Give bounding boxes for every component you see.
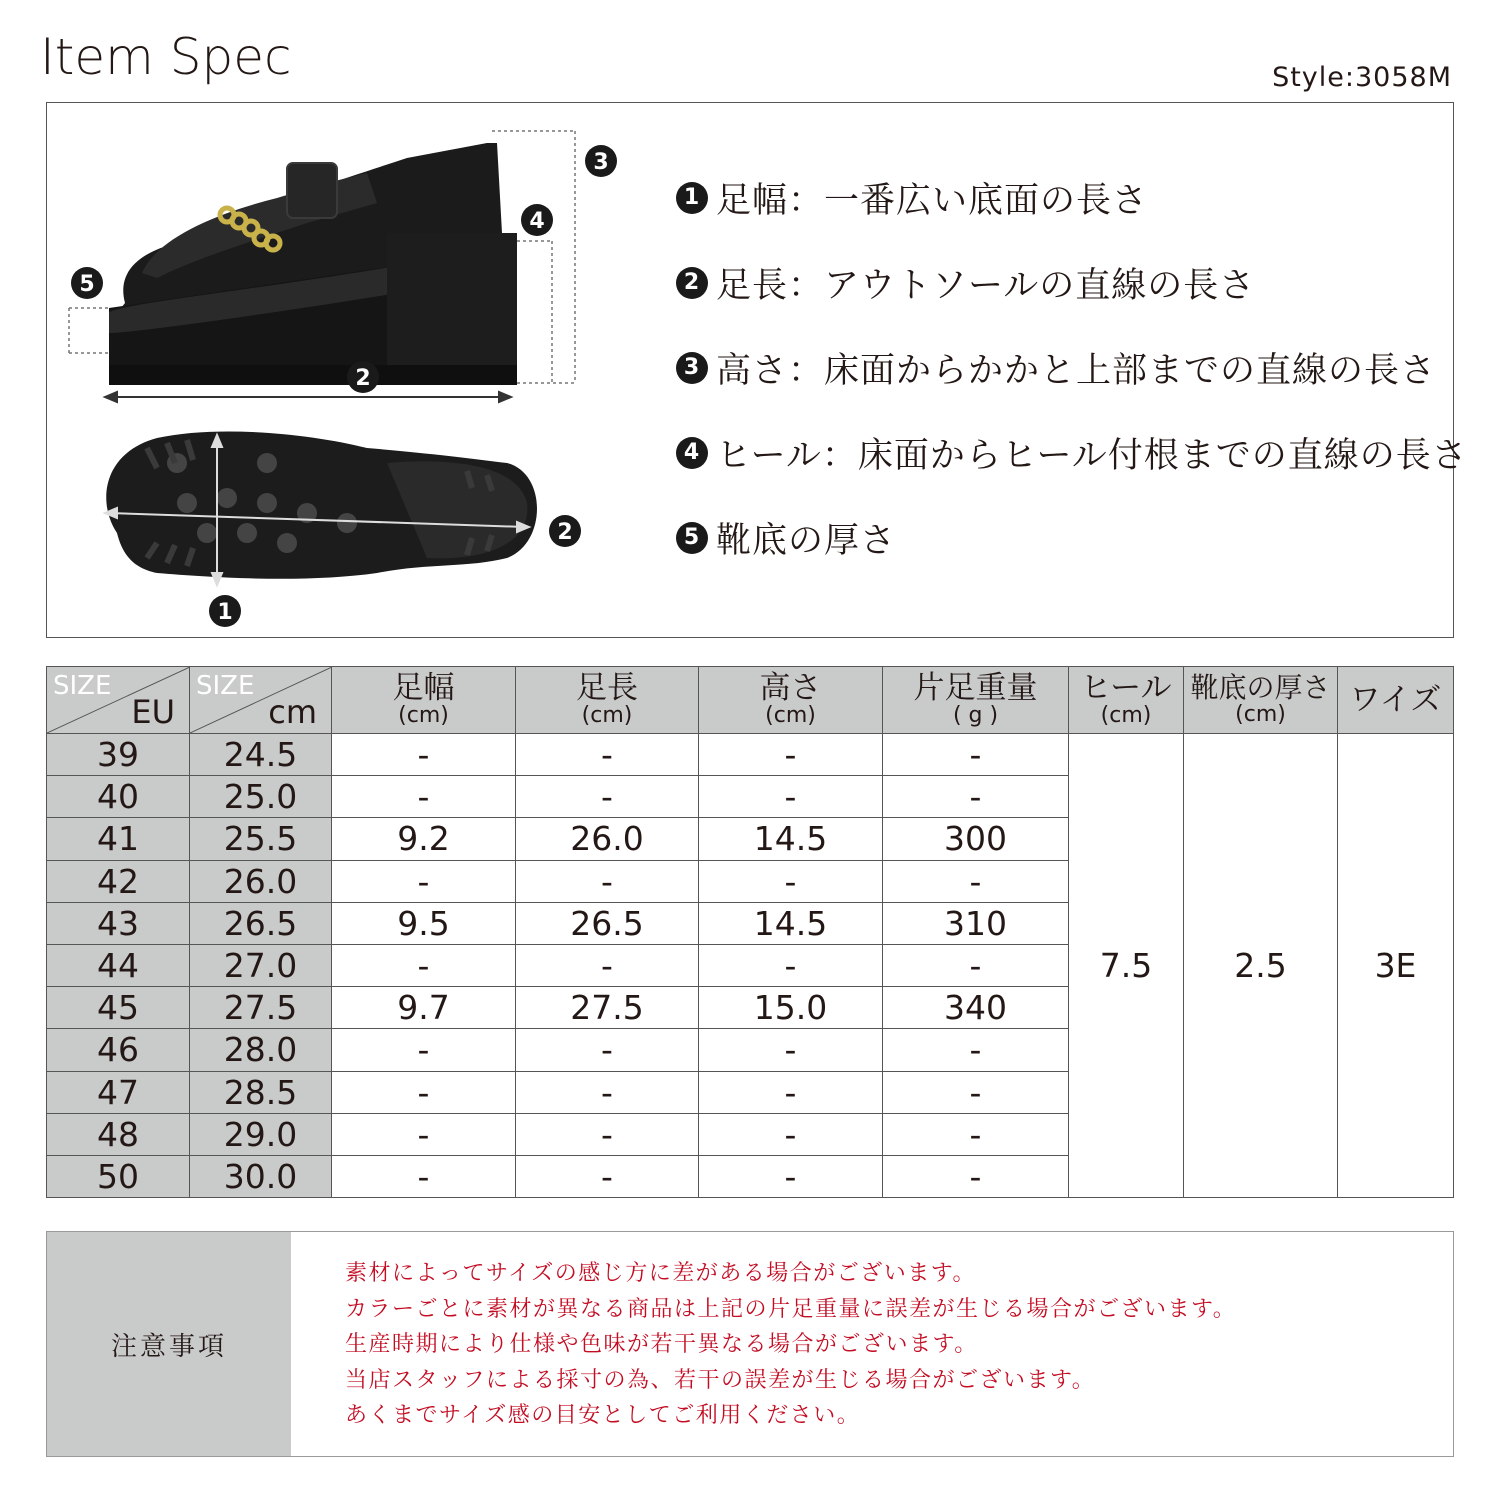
size-cm-cell: 28.5 [190, 1071, 332, 1113]
weight-cell: - [883, 1113, 1069, 1155]
height-cell: - [699, 1113, 883, 1155]
marker-3 [585, 145, 617, 177]
size-eu-cell: 42 [47, 860, 190, 902]
length-cell: - [516, 1155, 699, 1197]
header-sole: 靴底の厚さ (cm) [1184, 667, 1338, 734]
height-cell: - [699, 734, 883, 776]
width-cell: 9.7 [332, 987, 516, 1029]
size-cm-cell: 30.0 [190, 1155, 332, 1197]
size-eu-cell: 43 [47, 902, 190, 944]
table-row [47, 734, 1454, 776]
header-heel: ヒール (cm) [1069, 667, 1184, 734]
note-line: あくまでサイズ感の目安としてご利用ください。 [345, 1403, 861, 1428]
width-cell: - [332, 1029, 516, 1071]
weight-cell: 310 [883, 902, 1069, 944]
header-size-eu: SIZE EU [47, 667, 190, 734]
sole-cell: 2.5 [1184, 734, 1338, 1198]
note-line: 当店スタッフによる採寸の為、若干の誤差が生じる場合がございます。 [345, 1367, 1096, 1393]
shoe-illustration [47, 103, 687, 637]
size-cm-cell: 27.0 [190, 944, 332, 986]
page-title: Item Spec [40, 28, 292, 86]
size-cm-cell: 25.0 [190, 776, 332, 818]
header-weight: 片足重量 ( g ) [883, 667, 1069, 734]
length-cell: - [516, 1071, 699, 1113]
size-cm-cell: 25.5 [190, 818, 332, 860]
width-cell: - [332, 1113, 516, 1155]
marker-2-sole [549, 515, 581, 547]
measurement-text: 足幅：一番広い底面の長さ [716, 180, 1149, 221]
weight-cell: - [883, 944, 1069, 986]
height-cell: 15.0 [699, 987, 883, 1029]
svg-text:5: 5 [79, 272, 95, 297]
measurement-item [676, 155, 1468, 240]
height-cell: - [699, 860, 883, 902]
header-height: 高さ (cm) [699, 667, 883, 734]
weight-cell: - [883, 734, 1069, 776]
header-size-cm: SIZE cm [190, 667, 332, 734]
size-eu-cell: 47 [47, 1071, 190, 1113]
weight-cell: 340 [883, 987, 1069, 1029]
number-badge: 5 [676, 522, 708, 554]
width-cell: - [332, 1155, 516, 1197]
notes-body [291, 1232, 1236, 1456]
weight-cell: - [883, 776, 1069, 818]
size-eu-cell: 50 [47, 1155, 190, 1197]
marker-5 [71, 267, 103, 299]
length-cell: - [516, 1113, 699, 1155]
number-badge: 2 [676, 267, 708, 299]
size-eu-cell: 45 [47, 987, 190, 1029]
measurement-text: 高さ：床面からかかと上部までの直線の長さ [716, 350, 1437, 391]
svg-text:3: 3 [593, 150, 609, 175]
measurement-descriptions [676, 155, 1468, 580]
weight-cell: - [883, 1029, 1069, 1071]
measurement-item [676, 410, 1468, 495]
width-cell: - [332, 1071, 516, 1113]
weight-cell: - [883, 1155, 1069, 1197]
header-length: 足長 (cm) [516, 667, 699, 734]
number-badge: 4 [676, 437, 708, 469]
measurement-item [676, 325, 1468, 410]
width-cell: 9.2 [332, 818, 516, 860]
size-eu-cell: 46 [47, 1029, 190, 1071]
length-cell: 26.0 [516, 818, 699, 860]
wise-cell: 3E [1338, 734, 1454, 1198]
marker-1 [209, 595, 241, 627]
heel-cell: 7.5 [1069, 734, 1184, 1198]
weight-cell: - [883, 860, 1069, 902]
size-eu-cell: 41 [47, 818, 190, 860]
number-badge: 1 [676, 182, 708, 214]
size-cm-cell: 26.5 [190, 902, 332, 944]
size-cm-cell: 29.0 [190, 1113, 332, 1155]
size-eu-cell: 44 [47, 944, 190, 986]
length-cell: - [516, 776, 699, 818]
size-eu-cell: 48 [47, 1113, 190, 1155]
width-cell: - [332, 776, 516, 818]
notes-label: 注意事項 [47, 1232, 291, 1456]
note-line: 生産時期により仕様や色味が若干異なる場合がございます。 [345, 1332, 978, 1357]
svg-text:1: 1 [217, 600, 233, 625]
marker-4 [521, 204, 553, 236]
height-cell: - [699, 776, 883, 818]
note-line: カラーごとに素材が異なる商品は上記の片足重量に誤差が生じる場合がございます。 [345, 1296, 1237, 1322]
height-cell: - [699, 944, 883, 986]
measurement-item [676, 240, 1468, 325]
size-cm-cell: 27.5 [190, 987, 332, 1029]
size-table-body [47, 734, 1454, 1198]
height-cell: - [699, 1071, 883, 1113]
size-cm-cell: 26.0 [190, 860, 332, 902]
length-cell: - [516, 860, 699, 902]
svg-text:2: 2 [557, 520, 573, 545]
size-table [46, 666, 1454, 1198]
measurement-text: 足長：アウトソールの直線の長さ [716, 265, 1256, 306]
height-cell: 14.5 [699, 902, 883, 944]
size-eu-cell: 40 [47, 776, 190, 818]
weight-cell: 300 [883, 818, 1069, 860]
svg-text:4: 4 [529, 209, 545, 234]
header-width: 足幅 (cm) [332, 667, 516, 734]
style-code: Style:3058M [1272, 62, 1452, 93]
size-cm-cell: 24.5 [190, 734, 332, 776]
note-line: 素材によってサイズの感じ方に差がある場合がございます。 [345, 1261, 976, 1286]
shoe-sole-view [106, 431, 537, 578]
number-badge: 3 [676, 352, 708, 384]
header-wise: ワイズ [1338, 667, 1454, 734]
width-cell: - [332, 860, 516, 902]
height-cell: - [699, 1029, 883, 1071]
length-cell: - [516, 944, 699, 986]
length-cell: 26.5 [516, 902, 699, 944]
weight-cell: - [883, 1071, 1069, 1113]
length-cell: - [516, 734, 699, 776]
length-cell: 27.5 [516, 987, 699, 1029]
width-cell: - [332, 944, 516, 986]
spec-box [46, 102, 1468, 638]
size-cm-cell: 28.0 [190, 1029, 332, 1071]
notes-box [46, 1231, 1454, 1457]
marker-2-side [347, 361, 379, 393]
size-eu-cell: 39 [47, 734, 190, 776]
height-cell: 14.5 [699, 818, 883, 860]
width-cell: - [332, 734, 516, 776]
height-cell: - [699, 1155, 883, 1197]
shoe-side-view [109, 143, 517, 385]
measurement-item [676, 495, 1468, 580]
length-cell: - [516, 1029, 699, 1071]
svg-text:2: 2 [355, 366, 371, 391]
width-cell: 9.5 [332, 902, 516, 944]
measurement-text: ヒール：床面からヒール付根までの直線の長さ [716, 435, 1468, 476]
measurement-text: 靴底の厚さ [716, 520, 897, 561]
